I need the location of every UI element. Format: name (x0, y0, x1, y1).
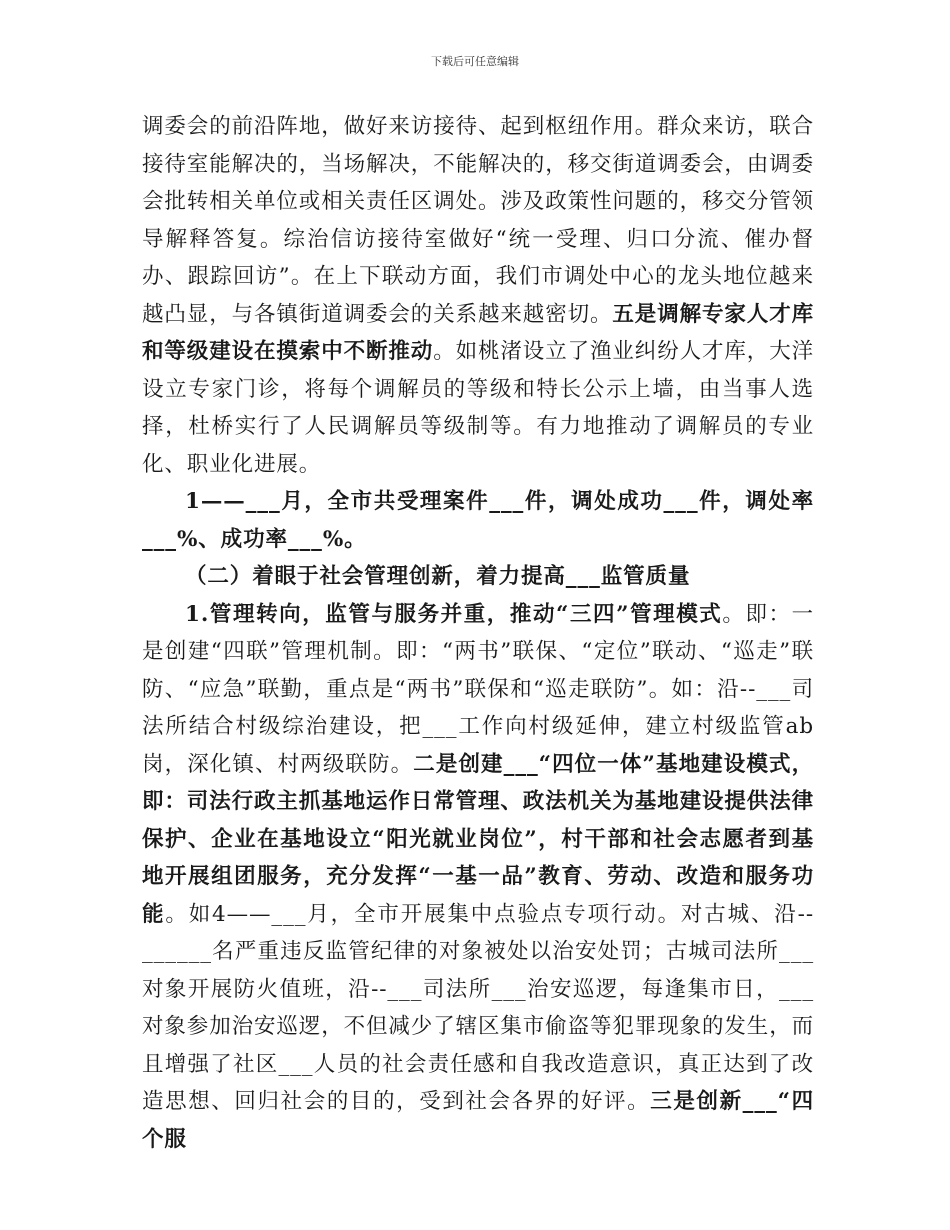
paragraph-text: 。即：一是创建“四联”管理机制。即：“两书”联保、“定位”联动、“巡走”联防、“应急”联勤，重点是“两书”联保和“巡走联防”。如：沿--___司法所结合村级综治建设，把___工作向村级延伸，建立村级监管ab岗，深化镇、村两级联防。 (142, 601, 814, 777)
document-body (142, 108, 814, 1158)
paragraph-mediation (142, 108, 814, 483)
paragraph-management (142, 596, 814, 1159)
paragraph-text: 。如4——___月，全市开展集中点验点专项行动。对古城、沿--______名严重违反监管纪律的对象被处以治安处罚；古城司法所___对象开展防火值班，沿--___司法所___治安巡逻，每逢集市日，___对象参加治安巡逻，不但减少了辖区集市偷盗等犯罪现象的发生，而且增强了社区___人员的社会责任感和自我改造意识，真正达到了改造思想、回归社会的目的，受到社会各界的好评。 (142, 901, 815, 1114)
bold-heading-text: 三是创新___“四个服 (142, 1089, 814, 1152)
bold-heading-text: 五是调解专家人才库和等级建设在摸索中不断推动 (142, 301, 815, 364)
section-heading: （二）着眼于社会管理创新，着力提高___监管质量 (185, 564, 691, 589)
paragraph-text: 。如桃渚设立了渔业纠纷人才库，大洋设立专家门诊，将每个调解员的等级和特长公示上墙，由当事人选择，杜桥实行了人民调解员等级制等。有力地推动了调解员的专业化、职业化进展。 (142, 339, 815, 477)
bold-heading-text: 二是创建___“四位一体”基地建设模式，即：司法行政主抓基地运作日常管理、政法机关为基地建设提供法律保护、企业在基地设立“阳光就业岗位”，村干部和社会志愿者到基地开展组团服务，充分发挥“一基一品”教育、劳动、改造和服务功能 (142, 751, 815, 927)
bold-heading-text: 1.管理转向，监管与服务并重，推动“三四”管理模式 (185, 601, 723, 627)
paragraph-statistics: 1——___月，全市共受理案件___件，调处成功___件，调处率___%、成功率___%。 (142, 489, 814, 552)
page-header: 下载后可任意编辑 (431, 55, 519, 68)
paragraph-text: 调委会的前沿阵地，做好来访接待、起到枢纽作用。群众来访，联合接待室能解决的，当场解决，不能解决的，移交街道调委会，由调委会批转相关单位或相关责任区调处。涉及政策性问题的，移交分管领导解释答复。综治信访接待室做好“统一受理、归口分流、催办督办、跟踪回访”。在上下联动方面，我们市调处中心的龙头地位越来越凸显，与各镇街道调委会的关系越来越密切。 (142, 114, 815, 327)
